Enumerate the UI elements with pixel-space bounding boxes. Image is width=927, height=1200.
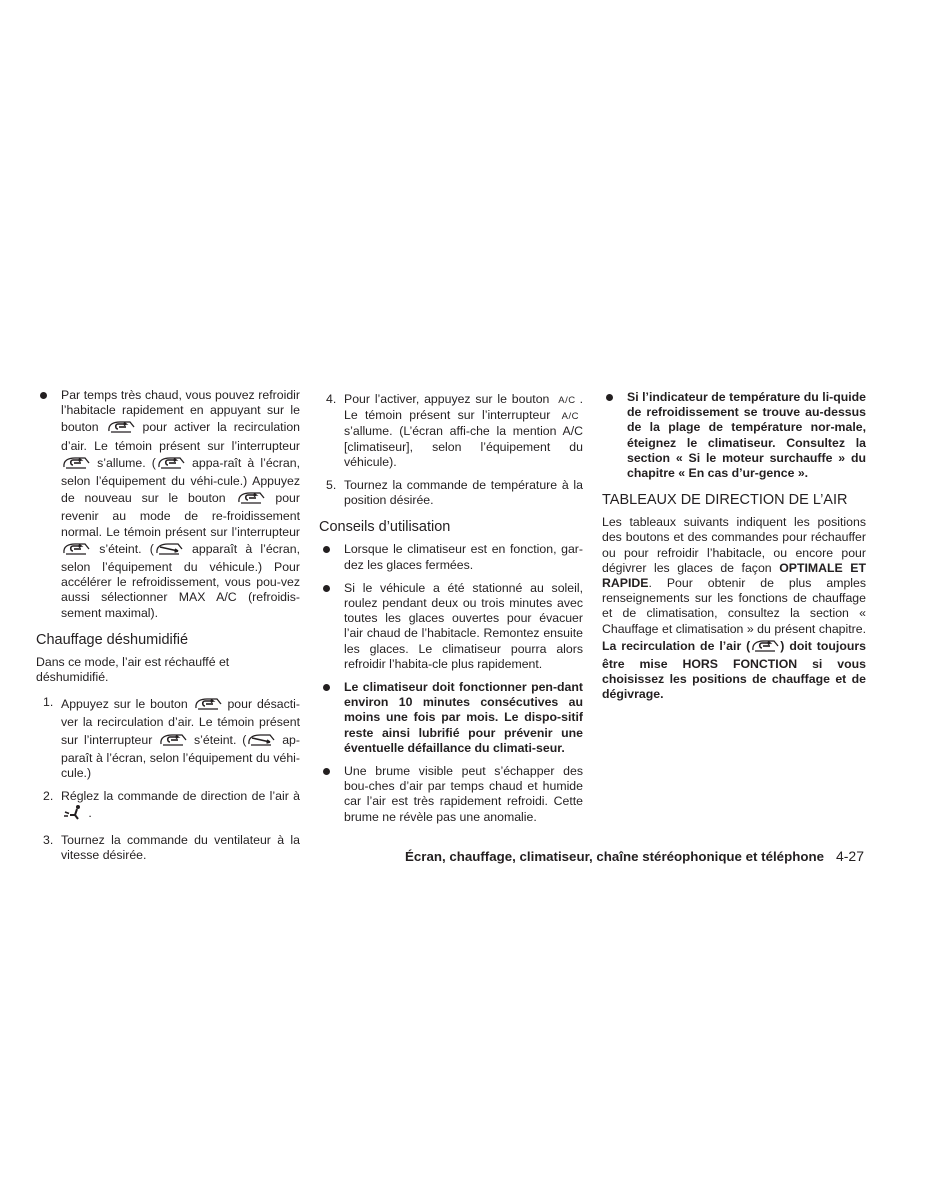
page-number: 4-27 [835, 848, 864, 864]
list-item: Le climatiseur doit fonctionner pen-dant environ 10 minutes consécutives au moins une fois par mois. Le dispo-sitif reste ainsi lubrifié pour prévenir une éventuelle défaillance du climati-seur. [319, 680, 583, 756]
recirculation-icon [61, 540, 91, 560]
list-item: Une brume visible peut s’échapper des bou-ches d’air par temps chaud et humide car l’air est très rapidement refroidi. Cette brume ne révèle pas une anomalie. [319, 764, 583, 825]
list-item: 2. Réglez la commande de direction de l’air à . [36, 789, 300, 824]
recirculation-icon [106, 418, 136, 438]
outside-air-icon [246, 731, 276, 751]
list-item: Par temps très chaud, vous pouvez refroidir l’habitacle rapidement en appuyant sur le bouton pour activer la recirculation d’air. Le témoin présent sur l’interrupteur s’allume. ( appa-raît à l’écran, selon l’équipement du véhi-cule.) Appuyez de nouveau sur le bouton pour revenir au mode de re-froidissement normal. Le témoin présent sur l’interrupteur s’éteint. ( apparaît à l’écran, selon l’équipement du véhicule.) Pour accélérer le refroidissement, vous pou-vez aussi sélectionner MAX A/C (refroidis-sement maximal). [36, 388, 300, 621]
section-heading: Conseils d’utilisation [319, 519, 451, 536]
list-item: Si le véhicule a été stationné au soleil, roulez pendant deux ou trois minutes avec toutes les glaces ouvertes pour évacuer l’air chaud de l’habitacle. Remontez ensuite les glaces. Le climatiseur pourra alors refroidir l’habita-cle plus rapidement. [319, 581, 583, 672]
bullet-dot [323, 684, 330, 691]
bullet-dot [323, 546, 330, 553]
middle-column [319, 392, 583, 833]
recirculation-icon [158, 731, 188, 751]
recirculation-icon [61, 454, 91, 474]
bullet-dot [40, 392, 47, 399]
recirculation-icon [236, 489, 266, 509]
list-item: 3. Tournez la commande du ventilateur à la vitesse désirée. [43, 832, 300, 862]
list-item: 4. Pour l’activer, appuyez sur le bouton A/C . Le témoin présent sur l’interrupteur A/C s’allume. (L’écran affi-che la mention A/C [climatiseur], selon l’équipement du véhicule). [326, 392, 584, 469]
recirculation-icon [156, 454, 186, 474]
ac-button-label: A/C [561, 411, 579, 423]
left-column [36, 388, 300, 871]
floor-defrost-mode-icon [61, 804, 85, 824]
warning-item: Si l’indicateur de température du li-quide de refroidissement se trouve au-dessus de la plage de température nor-male, éteignez le climatiseur. Consultez la section « Si le moteur surchauffe » du chapitre « En cas d’ur-gence ». [602, 390, 866, 481]
list-item: 5. Tournez la commande de température à la position désirée. [326, 478, 583, 508]
section-heading: TABLEAUX DE DIRECTION DE L’AIR [602, 492, 848, 509]
bullet-dot [606, 394, 613, 401]
paragraph: Dans ce mode, l’air est réchauffé et déshumidifié. [36, 654, 230, 685]
recirculation-icon [750, 637, 780, 657]
paragraph: Les tableaux suivants indiquent les positions des boutons et des commandes pour réchauffer ou pour refroidir l’habitacle, ou encore pour dégivrer les glaces de façon OPTIMALE ET RAPIDE. Pour obtenir de plus amples renseignements sur les fonctions de chauffage et de climatisation, consultez la section « Chauffage et climatisation » du présent chapitre. La recirculation de l’air ( ) doit toujours être mise HORS FONCTION si vous choisissez les positions de chauffage et de dégivrage. [602, 515, 866, 702]
chapter-title: Écran, chauffage, climatiseur, chaîne stéréophonique et téléphone [405, 849, 824, 864]
ac-button-label: A/C [558, 395, 576, 406]
page-footer [300, 848, 864, 864]
outside-air-icon [154, 540, 184, 560]
right-column [602, 390, 866, 713]
list-item: 1. Appuyez sur le bouton pour désacti-ver la recirculation d’air. Le témoin présent sur l’interrupteur s’éteint. ( ap-paraît à l’écran, selon l’équipement du véhi-cule.) [43, 695, 301, 781]
bullet-dot [323, 585, 330, 592]
section-heading: Chauffage déshumidifié [36, 631, 189, 648]
recirculation-icon [193, 695, 223, 715]
bullet-dot [323, 768, 330, 775]
list-item: Lorsque le climatiseur est en fonction, gar-dez les glaces fermées. [319, 542, 583, 572]
